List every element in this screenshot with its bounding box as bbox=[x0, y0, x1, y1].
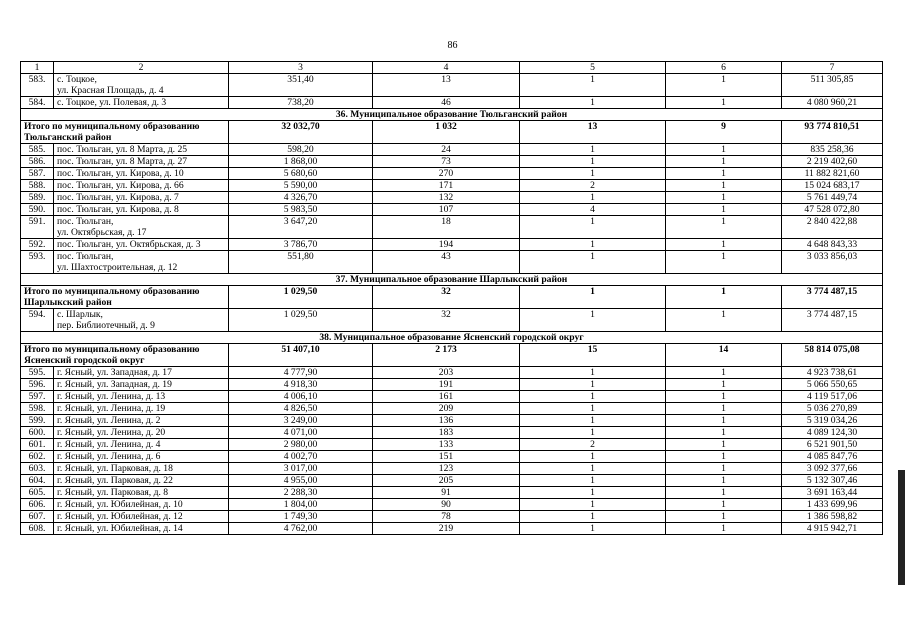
row-number: 586. bbox=[21, 156, 54, 168]
address-line: пос. Тюльган, ул. 8 Марта, д. 27 bbox=[57, 156, 188, 167]
address-cell bbox=[54, 144, 229, 156]
count-cell: 1 bbox=[666, 427, 782, 439]
table-row bbox=[21, 239, 883, 251]
table-row bbox=[21, 309, 883, 332]
area-cell: 4 326,70 bbox=[229, 192, 373, 204]
count-cell: 1 bbox=[666, 156, 782, 168]
address-line: г. Ясный, ул. Парковая, д. 18 bbox=[57, 463, 173, 474]
amount-cell: 3 774 487,15 bbox=[782, 309, 883, 332]
residents-cell: 194 bbox=[373, 239, 520, 251]
count-cell: 15 bbox=[520, 344, 666, 367]
row-number: 589. bbox=[21, 192, 54, 204]
count-cell: 1 bbox=[520, 97, 666, 109]
amount-cell: 835 258,36 bbox=[782, 144, 883, 156]
table-row bbox=[21, 367, 883, 379]
count-cell: 1 bbox=[666, 97, 782, 109]
amount-cell: 5 132 307,46 bbox=[782, 475, 883, 487]
page-number: 86 bbox=[447, 40, 458, 51]
amount-cell: 6 521 901,50 bbox=[782, 439, 883, 451]
area-cell: 3 017,00 bbox=[229, 463, 373, 475]
column-number: 5 bbox=[520, 62, 666, 74]
amount-cell: 47 528 072,80 bbox=[782, 204, 883, 216]
area-cell: 5 590,00 bbox=[229, 180, 373, 192]
residents-cell: 43 bbox=[373, 251, 520, 274]
area-cell: 1 804,00 bbox=[229, 499, 373, 511]
count-cell: 1 bbox=[520, 367, 666, 379]
count-cell: 1 bbox=[520, 403, 666, 415]
address-cell bbox=[54, 451, 229, 463]
table-row bbox=[21, 487, 883, 499]
area-cell: 3 647,20 bbox=[229, 216, 373, 239]
column-number-row bbox=[21, 62, 883, 74]
residents-cell: 183 bbox=[373, 427, 520, 439]
area-cell: 51 407,10 bbox=[229, 344, 373, 367]
count-cell: 1 bbox=[666, 451, 782, 463]
section-header-row bbox=[21, 332, 883, 344]
row-number: 591. bbox=[21, 216, 54, 239]
table-row bbox=[21, 463, 883, 475]
amount-cell: 3 092 377,66 bbox=[782, 463, 883, 475]
section-header-row bbox=[21, 109, 883, 121]
area-cell: 351,40 bbox=[229, 74, 373, 97]
count-cell: 1 bbox=[666, 499, 782, 511]
address-cell bbox=[54, 216, 229, 239]
scan-edge-mark bbox=[898, 470, 905, 585]
area-cell: 4 777,90 bbox=[229, 367, 373, 379]
address-cell bbox=[54, 168, 229, 180]
table-row bbox=[21, 439, 883, 451]
count-cell: 1 bbox=[666, 511, 782, 523]
address-line: пос. Тюльган, ул. Кирова, д. 7 bbox=[57, 192, 179, 203]
address-cell bbox=[54, 97, 229, 109]
count-cell: 1 bbox=[666, 204, 782, 216]
total-label-line: Итого по муниципальному образованию bbox=[24, 121, 200, 132]
amount-cell: 3 774 487,15 bbox=[782, 286, 883, 309]
column-number: 3 bbox=[229, 62, 373, 74]
column-number: 6 bbox=[666, 62, 782, 74]
count-cell: 1 bbox=[666, 74, 782, 97]
row-number: 587. bbox=[21, 168, 54, 180]
area-cell: 1 868,00 bbox=[229, 156, 373, 168]
address-line: ул. Красная Площадь, д. 4 bbox=[57, 85, 164, 96]
row-number: 594. bbox=[21, 309, 54, 332]
count-cell: 1 bbox=[520, 391, 666, 403]
row-number: 600. bbox=[21, 427, 54, 439]
count-cell: 1 bbox=[520, 192, 666, 204]
address-cell bbox=[54, 415, 229, 427]
amount-cell: 1 433 699,96 bbox=[782, 499, 883, 511]
amount-cell: 5 036 270,89 bbox=[782, 403, 883, 415]
amount-cell: 4 119 517,06 bbox=[782, 391, 883, 403]
section-title: 36. Муниципальное образование Тюльганский район bbox=[21, 109, 883, 121]
amount-cell: 3 691 163,44 bbox=[782, 487, 883, 499]
count-cell: 1 bbox=[666, 475, 782, 487]
table-row bbox=[21, 511, 883, 523]
row-number: 592. bbox=[21, 239, 54, 251]
row-number: 598. bbox=[21, 403, 54, 415]
count-cell: 1 bbox=[666, 523, 782, 535]
column-number: 2 bbox=[54, 62, 229, 74]
address-line: с. Тоцкое, bbox=[57, 74, 97, 85]
amount-cell: 93 774 810,51 bbox=[782, 121, 883, 144]
total-label-line: Шарлыкский район bbox=[24, 297, 112, 308]
row-number: 588. bbox=[21, 180, 54, 192]
table-row bbox=[21, 180, 883, 192]
area-cell: 1 749,30 bbox=[229, 511, 373, 523]
table-row bbox=[21, 74, 883, 97]
count-cell: 1 bbox=[520, 309, 666, 332]
count-cell: 1 bbox=[666, 463, 782, 475]
row-number: 590. bbox=[21, 204, 54, 216]
count-cell: 1 bbox=[666, 367, 782, 379]
amount-cell: 4 089 124,30 bbox=[782, 427, 883, 439]
address-cell bbox=[54, 251, 229, 274]
area-cell: 4 762,00 bbox=[229, 523, 373, 535]
residents-cell: 18 bbox=[373, 216, 520, 239]
residents-cell: 46 bbox=[373, 97, 520, 109]
count-cell: 1 bbox=[666, 309, 782, 332]
row-number: 601. bbox=[21, 439, 54, 451]
address-line: г. Ясный, ул. Ленина, д. 4 bbox=[57, 439, 161, 450]
residents-cell: 123 bbox=[373, 463, 520, 475]
section-title: 37. Муниципальное образование Шарлыкский район bbox=[21, 274, 883, 286]
count-cell: 1 bbox=[520, 286, 666, 309]
address-line: г. Ясный, ул. Ленина, д. 19 bbox=[57, 403, 166, 414]
residents-cell: 91 bbox=[373, 487, 520, 499]
count-cell: 1 bbox=[520, 499, 666, 511]
area-cell: 3 786,70 bbox=[229, 239, 373, 251]
amount-cell: 2 840 422,88 bbox=[782, 216, 883, 239]
area-cell: 5 983,50 bbox=[229, 204, 373, 216]
amount-cell: 2 219 402,60 bbox=[782, 156, 883, 168]
count-cell: 1 bbox=[520, 475, 666, 487]
address-cell bbox=[54, 403, 229, 415]
area-cell: 551,80 bbox=[229, 251, 373, 274]
amount-cell: 5 066 550,65 bbox=[782, 379, 883, 391]
address-cell bbox=[54, 487, 229, 499]
total-label-line: Ясненский городской округ bbox=[24, 355, 145, 366]
total-label-line: Итого по муниципальному образованию bbox=[24, 286, 200, 297]
row-number: 583. bbox=[21, 74, 54, 97]
address-line: пос. Тюльган, ул. Кирова, д. 8 bbox=[57, 204, 179, 215]
address-line: пос. Тюльган, ул. Кирова, д. 10 bbox=[57, 168, 184, 179]
row-number: 593. bbox=[21, 251, 54, 274]
count-cell: 1 bbox=[666, 415, 782, 427]
residents-cell: 2 173 bbox=[373, 344, 520, 367]
residents-cell: 132 bbox=[373, 192, 520, 204]
table-row bbox=[21, 144, 883, 156]
row-number: 599. bbox=[21, 415, 54, 427]
address-cell bbox=[54, 463, 229, 475]
area-cell: 4 006,10 bbox=[229, 391, 373, 403]
area-cell: 4 955,00 bbox=[229, 475, 373, 487]
amount-cell: 4 080 960,21 bbox=[782, 97, 883, 109]
amount-cell: 1 386 598,82 bbox=[782, 511, 883, 523]
address-line: г. Ясный, ул. Юбилейная, д. 10 bbox=[57, 499, 183, 510]
residents-cell: 191 bbox=[373, 379, 520, 391]
area-cell: 598,20 bbox=[229, 144, 373, 156]
row-number: 607. bbox=[21, 511, 54, 523]
address-line: пос. Тюльган, bbox=[57, 216, 114, 227]
table-body bbox=[21, 62, 883, 535]
residents-cell: 32 bbox=[373, 309, 520, 332]
address-line: г. Ясный, ул. Парковая, д. 22 bbox=[57, 475, 173, 486]
address-cell bbox=[54, 439, 229, 451]
address-cell bbox=[54, 475, 229, 487]
column-number: 4 bbox=[373, 62, 520, 74]
housing-table bbox=[20, 61, 883, 535]
area-cell: 4 826,50 bbox=[229, 403, 373, 415]
residents-cell: 219 bbox=[373, 523, 520, 535]
residents-cell: 78 bbox=[373, 511, 520, 523]
address-cell bbox=[54, 427, 229, 439]
address-cell bbox=[54, 511, 229, 523]
row-number: 595. bbox=[21, 367, 54, 379]
table-row bbox=[21, 204, 883, 216]
column-number: 7 bbox=[782, 62, 883, 74]
residents-cell: 161 bbox=[373, 391, 520, 403]
area-cell: 4 918,30 bbox=[229, 379, 373, 391]
address-line: пос. Тюльган, ул. Кирова, д. 66 bbox=[57, 180, 184, 191]
address-line: с. Тоцкое, ул. Полевая, д. 3 bbox=[57, 97, 167, 108]
amount-cell: 4 085 847,76 bbox=[782, 451, 883, 463]
amount-cell: 4 923 738,61 bbox=[782, 367, 883, 379]
count-cell: 1 bbox=[520, 379, 666, 391]
residents-cell: 13 bbox=[373, 74, 520, 97]
count-cell: 1 bbox=[666, 168, 782, 180]
address-line: ул. Октябрьская, д. 17 bbox=[57, 227, 147, 238]
area-cell: 2 288,30 bbox=[229, 487, 373, 499]
table-row bbox=[21, 192, 883, 204]
count-cell: 1 bbox=[520, 523, 666, 535]
row-number: 584. bbox=[21, 97, 54, 109]
address-cell bbox=[54, 367, 229, 379]
area-cell: 3 249,00 bbox=[229, 415, 373, 427]
residents-cell: 151 bbox=[373, 451, 520, 463]
count-cell: 1 bbox=[666, 487, 782, 499]
section-title: 38. Муниципальное образование Ясненский городской округ bbox=[21, 332, 883, 344]
count-cell: 1 bbox=[666, 439, 782, 451]
row-number: 603. bbox=[21, 463, 54, 475]
count-cell: 1 bbox=[666, 239, 782, 251]
total-label bbox=[21, 344, 229, 367]
address-line: с. Шарлык, bbox=[57, 309, 103, 320]
address-cell bbox=[54, 239, 229, 251]
address-line: ул. Шахтостроительная, д. 12 bbox=[57, 262, 178, 273]
address-line: г. Ясный, ул. Ленина, д. 20 bbox=[57, 427, 166, 438]
residents-cell: 205 bbox=[373, 475, 520, 487]
area-cell: 1 029,50 bbox=[229, 309, 373, 332]
address-line: пос. Тюльган, ул. 8 Марта, д. 25 bbox=[57, 144, 188, 155]
area-cell: 1 029,50 bbox=[229, 286, 373, 309]
residents-cell: 136 bbox=[373, 415, 520, 427]
row-number: 604. bbox=[21, 475, 54, 487]
address-line: г. Ясный, ул. Ленина, д. 6 bbox=[57, 451, 161, 462]
residents-cell: 32 bbox=[373, 286, 520, 309]
count-cell: 1 bbox=[666, 144, 782, 156]
table-row bbox=[21, 451, 883, 463]
row-number: 602. bbox=[21, 451, 54, 463]
address-line: пос. Тюльган, ул. Октябрьская, д. 3 bbox=[57, 239, 201, 250]
table-row bbox=[21, 403, 883, 415]
total-row bbox=[21, 121, 883, 144]
amount-cell: 5 319 034,26 bbox=[782, 415, 883, 427]
address-line: г. Ясный, ул. Западная, д. 19 bbox=[57, 379, 172, 390]
table-row bbox=[21, 427, 883, 439]
residents-cell: 203 bbox=[373, 367, 520, 379]
row-number: 585. bbox=[21, 144, 54, 156]
address-cell bbox=[54, 309, 229, 332]
table-row bbox=[21, 475, 883, 487]
count-cell: 1 bbox=[520, 463, 666, 475]
table-row bbox=[21, 97, 883, 109]
amount-cell: 511 305,85 bbox=[782, 74, 883, 97]
count-cell: 1 bbox=[520, 168, 666, 180]
address-cell bbox=[54, 523, 229, 535]
column-number: 1 bbox=[21, 62, 54, 74]
address-cell bbox=[54, 391, 229, 403]
count-cell: 1 bbox=[520, 216, 666, 239]
row-number: 596. bbox=[21, 379, 54, 391]
address-cell bbox=[54, 204, 229, 216]
count-cell: 1 bbox=[666, 286, 782, 309]
residents-cell: 133 bbox=[373, 439, 520, 451]
table-row bbox=[21, 523, 883, 535]
area-cell: 4 002,70 bbox=[229, 451, 373, 463]
area-cell: 2 980,00 bbox=[229, 439, 373, 451]
address-cell bbox=[54, 192, 229, 204]
count-cell: 9 bbox=[666, 121, 782, 144]
address-line: г. Ясный, ул. Ленина, д. 13 bbox=[57, 391, 166, 402]
residents-cell: 107 bbox=[373, 204, 520, 216]
residents-cell: 171 bbox=[373, 180, 520, 192]
count-cell: 1 bbox=[666, 403, 782, 415]
address-cell bbox=[54, 499, 229, 511]
residents-cell: 209 bbox=[373, 403, 520, 415]
count-cell: 1 bbox=[520, 427, 666, 439]
residents-cell: 1 032 bbox=[373, 121, 520, 144]
residents-cell: 90 bbox=[373, 499, 520, 511]
address-line: г. Ясный, ул. Парковая, д. 8 bbox=[57, 487, 169, 498]
row-number: 605. bbox=[21, 487, 54, 499]
amount-cell: 15 024 683,17 bbox=[782, 180, 883, 192]
row-number: 608. bbox=[21, 523, 54, 535]
address-line: пос. Тюльган, bbox=[57, 251, 114, 262]
amount-cell: 4 915 942,71 bbox=[782, 523, 883, 535]
total-label bbox=[21, 121, 229, 144]
table-row bbox=[21, 216, 883, 239]
amount-cell: 5 761 449,74 bbox=[782, 192, 883, 204]
area-cell: 4 071,00 bbox=[229, 427, 373, 439]
address-line: пер. Библиотечный, д. 9 bbox=[57, 320, 155, 331]
count-cell: 1 bbox=[520, 74, 666, 97]
table-row bbox=[21, 379, 883, 391]
table-row bbox=[21, 168, 883, 180]
total-label-line: Итого по муниципальному образованию bbox=[24, 344, 200, 355]
table-row bbox=[21, 415, 883, 427]
table-row bbox=[21, 391, 883, 403]
area-cell: 32 032,70 bbox=[229, 121, 373, 144]
amount-cell: 4 648 843,33 bbox=[782, 239, 883, 251]
address-cell bbox=[54, 156, 229, 168]
total-row bbox=[21, 286, 883, 309]
count-cell: 2 bbox=[520, 439, 666, 451]
count-cell: 13 bbox=[520, 121, 666, 144]
address-line: г. Ясный, ул. Западная, д. 17 bbox=[57, 367, 172, 378]
count-cell: 1 bbox=[520, 239, 666, 251]
total-label-line: Тюльганский район bbox=[24, 132, 112, 143]
count-cell: 1 bbox=[520, 156, 666, 168]
count-cell: 1 bbox=[520, 251, 666, 274]
area-cell: 738,20 bbox=[229, 97, 373, 109]
count-cell: 1 bbox=[520, 511, 666, 523]
row-number: 597. bbox=[21, 391, 54, 403]
count-cell: 1 bbox=[520, 415, 666, 427]
row-number: 606. bbox=[21, 499, 54, 511]
count-cell: 1 bbox=[666, 379, 782, 391]
total-row bbox=[21, 344, 883, 367]
count-cell: 4 bbox=[520, 204, 666, 216]
table-row bbox=[21, 499, 883, 511]
residents-cell: 24 bbox=[373, 144, 520, 156]
table-row bbox=[21, 251, 883, 274]
count-cell: 1 bbox=[520, 451, 666, 463]
count-cell: 1 bbox=[520, 144, 666, 156]
address-cell bbox=[54, 74, 229, 97]
section-header-row bbox=[21, 274, 883, 286]
address-cell bbox=[54, 379, 229, 391]
address-line: г. Ясный, ул. Юбилейная, д. 14 bbox=[57, 523, 183, 534]
table-row bbox=[21, 156, 883, 168]
residents-cell: 270 bbox=[373, 168, 520, 180]
count-cell: 2 bbox=[520, 180, 666, 192]
total-label bbox=[21, 286, 229, 309]
address-cell bbox=[54, 180, 229, 192]
address-line: г. Ясный, ул. Юбилейная, д. 12 bbox=[57, 511, 183, 522]
count-cell: 1 bbox=[666, 216, 782, 239]
amount-cell: 11 882 821,60 bbox=[782, 168, 883, 180]
count-cell: 1 bbox=[666, 251, 782, 274]
address-line: г. Ясный, ул. Ленина, д. 2 bbox=[57, 415, 161, 426]
count-cell: 1 bbox=[666, 180, 782, 192]
count-cell: 1 bbox=[666, 391, 782, 403]
count-cell: 1 bbox=[520, 487, 666, 499]
residents-cell: 73 bbox=[373, 156, 520, 168]
count-cell: 1 bbox=[666, 192, 782, 204]
area-cell: 5 680,60 bbox=[229, 168, 373, 180]
amount-cell: 3 033 856,03 bbox=[782, 251, 883, 274]
amount-cell: 58 814 075,08 bbox=[782, 344, 883, 367]
count-cell: 14 bbox=[666, 344, 782, 367]
